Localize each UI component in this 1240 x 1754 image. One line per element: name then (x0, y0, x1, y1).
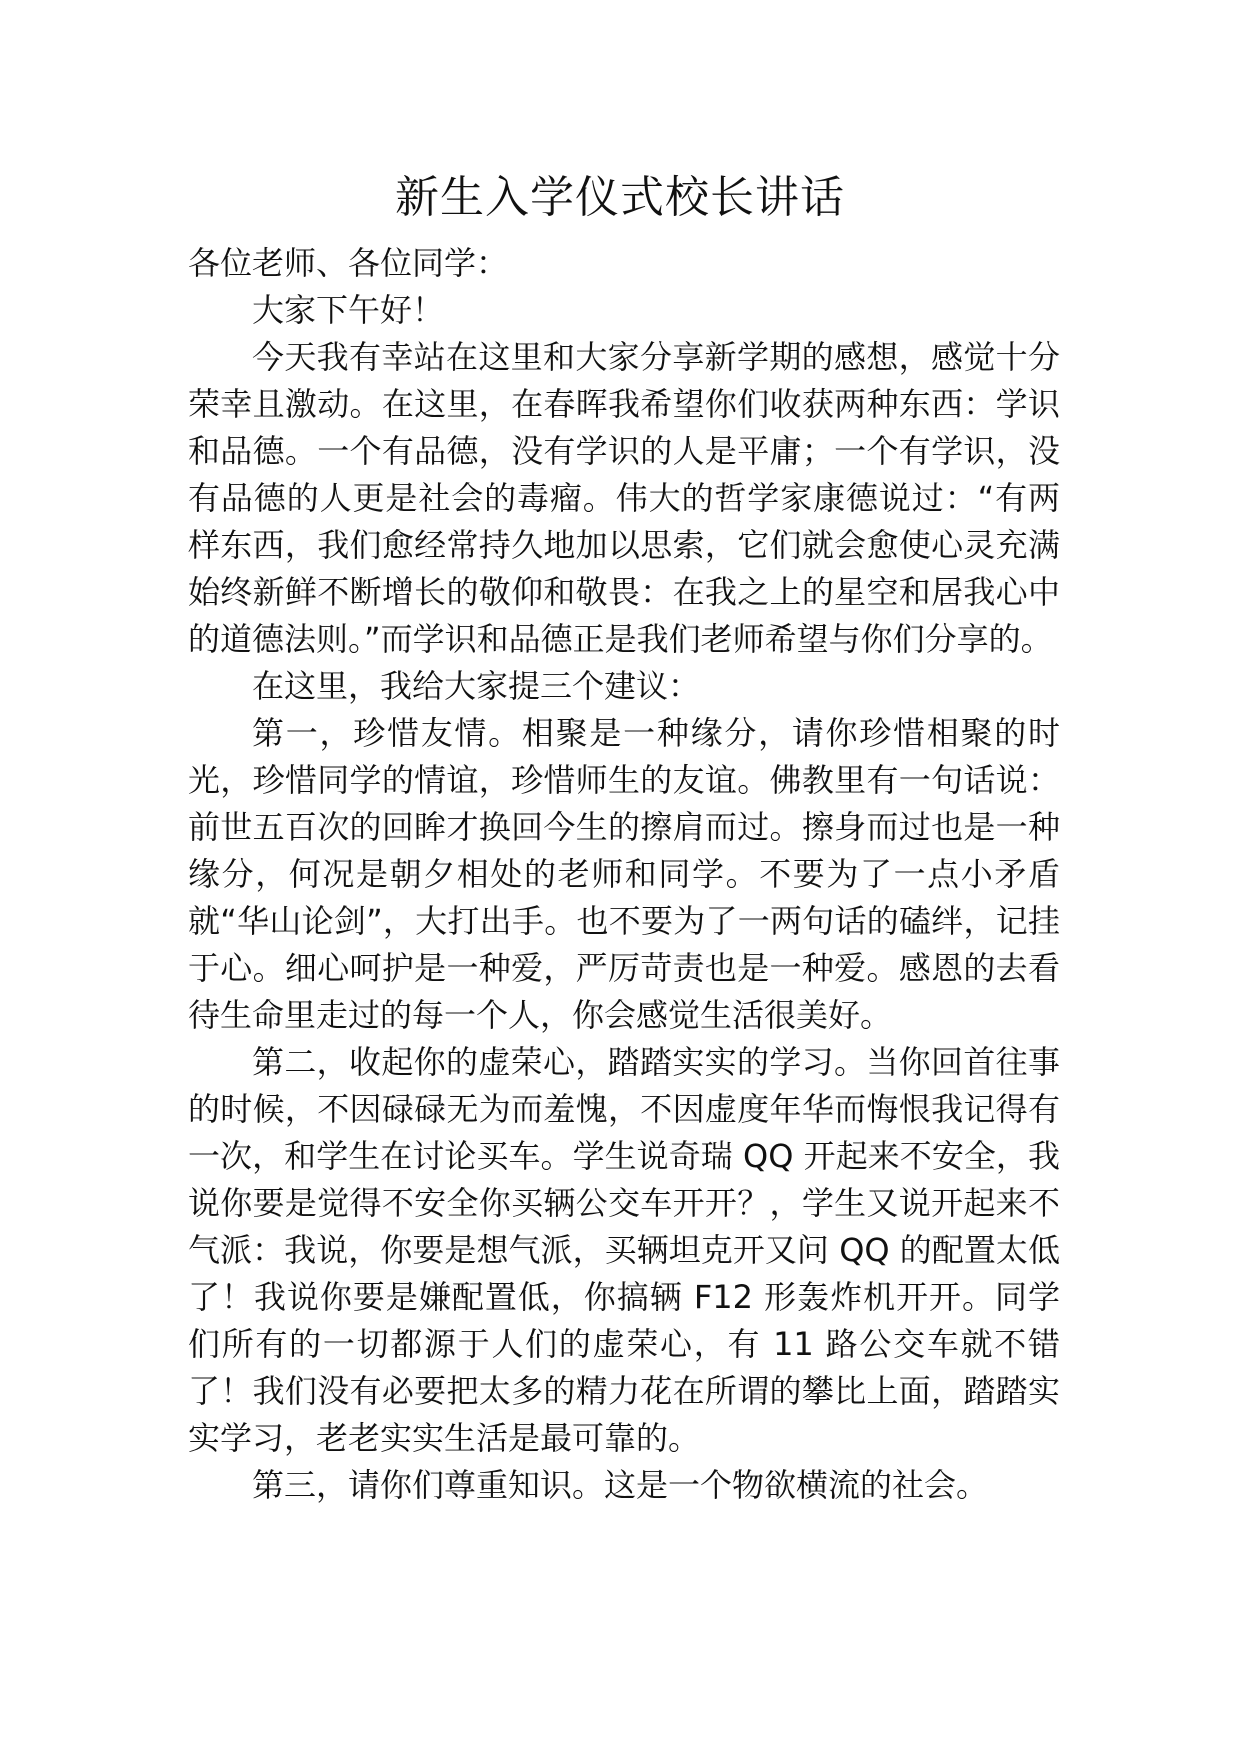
paragraph-suggestion-2: 第二，收起你的虚荣心，踏踏实实的学习。当你回首往事的时候，不因碌碌无为而羞愧，不因虚度年华而悔恨我记得有一次，和学生在讨论买车。学生说奇瑞 QQ 开起来不安全，我说你要是觉得不安全你买辆公交车开开？，学生又说开起来不气派：我说，你要是想气派，买辆坦克开又问 QQ 的配置太低了！我说你要是嫌配置低，你搞辆 F12 形轰炸机开开。同学们所有的一切都源于人们的虚荣心，有 11 路公交车就不错了！我们没有必要把太多的精力花在所谓的攀比上面，踏踏实实学习，老老实实生活是最可靠的。 (188, 1043, 1060, 1457)
salutation: 各位老师、各位同学： (188, 244, 509, 282)
paragraph-greeting: 大家下午好！ (252, 291, 445, 329)
paragraph-intro: 今天我有幸站在这里和大家分享新学期的感想，感觉十分荣幸且激动。在这里，在春晖我希望你们收获两种东西：学识和品德。一个有品德，没有学识的人是平庸；一个有学识，没有品德的人更是社会的毒瘤。伟大的哲学家康德说过：“有两样东西，我们愈经常持久地加以思索，它们就会愈使心灵充满始终新鲜不断增长的敬仰和敬畏：在我之上的星空和居我心中的道德法则。”而学识和品德正是我们老师希望与你们分享的。 (188, 338, 1060, 658)
paragraph-suggestion-3: 第三，请你们尊重知识。这是一个物欲横流的社会。 (252, 1466, 989, 1504)
paragraph-suggestion-1: 第一，珍惜友情。相聚是一种缘分，请你珍惜相聚的时光，珍惜同学的情谊，珍惜师生的友谊。佛教里有一句话说：前世五百次的回眸才换回今生的擦肩而过。擦身而过也是一种缘分，何况是朝夕相处的老师和同学。不要为了一点小矛盾就“华山论剑”，大打出手。也不要为了一两句话的磕绊，记挂于心。细心呵护是一种爱，严厉苛责也是一种爱。感恩的去看待生命里走过的每一个人，你会感觉生活很美好。 (188, 714, 1060, 1034)
document-body (188, 240, 1060, 1509)
document-title: 新生入学仪式校长讲话 (395, 172, 845, 223)
paragraph-suggestions-lead: 在这里，我给大家提三个建议： (252, 667, 701, 705)
